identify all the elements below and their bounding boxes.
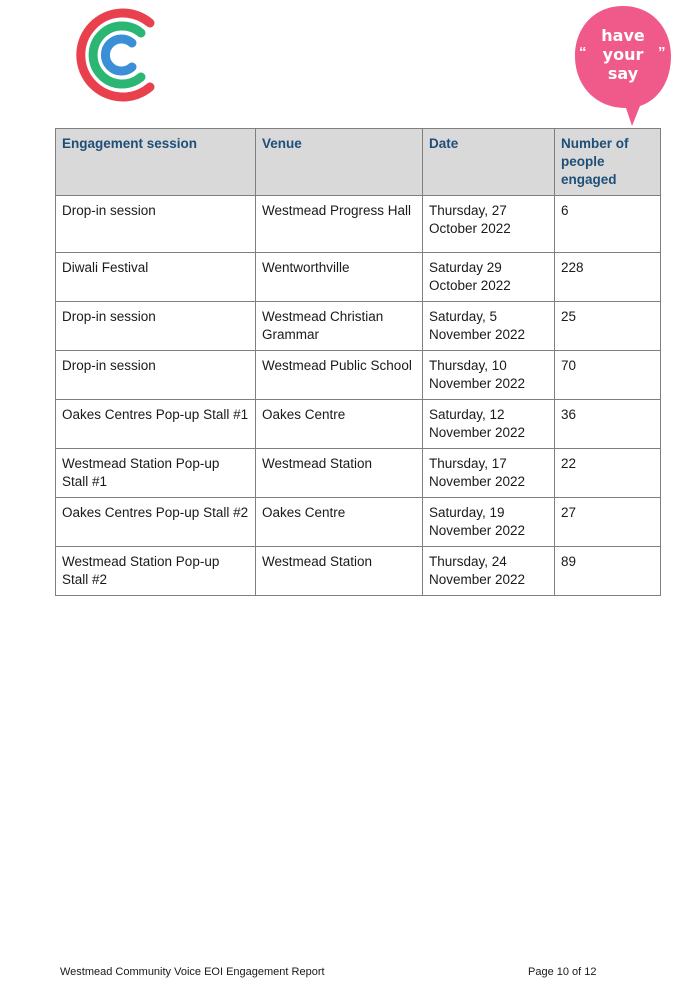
cell-count: 228 — [555, 253, 661, 302]
cell-date: Thursday, 27 October 2022 — [423, 196, 555, 253]
cell-venue: Wentworthville — [256, 253, 423, 302]
cell-count: 27 — [555, 498, 661, 547]
logo-word-your: your — [602, 45, 644, 64]
cell-session: Drop-in session — [56, 351, 256, 400]
cell-session: Westmead Station Pop-up Stall #1 — [56, 449, 256, 498]
header-venue: Venue — [256, 129, 423, 196]
cell-count: 25 — [555, 302, 661, 351]
table-row — [56, 547, 661, 596]
cell-date: Thursday, 17 November 2022 — [423, 449, 555, 498]
cell-date: Thursday, 10 November 2022 — [423, 351, 555, 400]
engagement-table — [55, 128, 661, 596]
cell-venue: Oakes Centre — [256, 498, 423, 547]
cell-date: Saturday, 19 November 2022 — [423, 498, 555, 547]
cell-session: Drop-in session — [56, 196, 256, 253]
header-engagement-session: Engagement session — [56, 129, 256, 196]
cell-venue: Westmead Public School — [256, 351, 423, 400]
logo-word-have: have — [601, 26, 645, 45]
cell-session: Drop-in session — [56, 302, 256, 351]
cell-count: 89 — [555, 547, 661, 596]
cell-date: Saturday, 5 November 2022 — [423, 302, 555, 351]
table-row — [56, 196, 661, 253]
footer-report-title: Westmead Community Voice EOI Engagement Report — [60, 966, 325, 978]
cell-date: Saturday, 12 November 2022 — [423, 400, 555, 449]
cell-date: Saturday 29 October 2022 — [423, 253, 555, 302]
cell-venue: Oakes Centre — [256, 400, 423, 449]
concentric-c-logo-icon — [66, 5, 158, 105]
cell-venue: Westmead Christian Grammar — [256, 302, 423, 351]
cell-session: Westmead Station Pop-up Stall #2 — [56, 547, 256, 596]
have-your-say-logo — [570, 4, 676, 128]
cell-count: 36 — [555, 400, 661, 449]
cell-count: 22 — [555, 449, 661, 498]
table-header-row — [56, 129, 661, 196]
cell-count: 6 — [555, 196, 661, 253]
cell-count: 70 — [555, 351, 661, 400]
footer-page-number: Page 10 of 12 — [528, 966, 597, 978]
header-date: Date — [423, 129, 555, 196]
cell-session: Oakes Centres Pop-up Stall #1 — [56, 400, 256, 449]
header-number-engaged: Number of people engaged — [555, 129, 661, 196]
cell-venue: Westmead Station — [256, 547, 423, 596]
cell-venue: Westmead Progress Hall — [256, 196, 423, 253]
cell-venue: Westmead Station — [256, 449, 423, 498]
close-quote-icon: ” — [658, 44, 666, 61]
cell-date: Thursday, 24 November 2022 — [423, 547, 555, 596]
table-row — [56, 351, 661, 400]
open-quote-icon: “ — [579, 44, 587, 61]
table-row — [56, 302, 661, 351]
table-row — [56, 400, 661, 449]
council-logo — [66, 5, 158, 105]
cell-session: Diwali Festival — [56, 253, 256, 302]
table-row — [56, 449, 661, 498]
table-row — [56, 498, 661, 547]
logo-word-say: say — [607, 64, 639, 83]
table-row — [56, 253, 661, 302]
cell-session: Oakes Centres Pop-up Stall #2 — [56, 498, 256, 547]
